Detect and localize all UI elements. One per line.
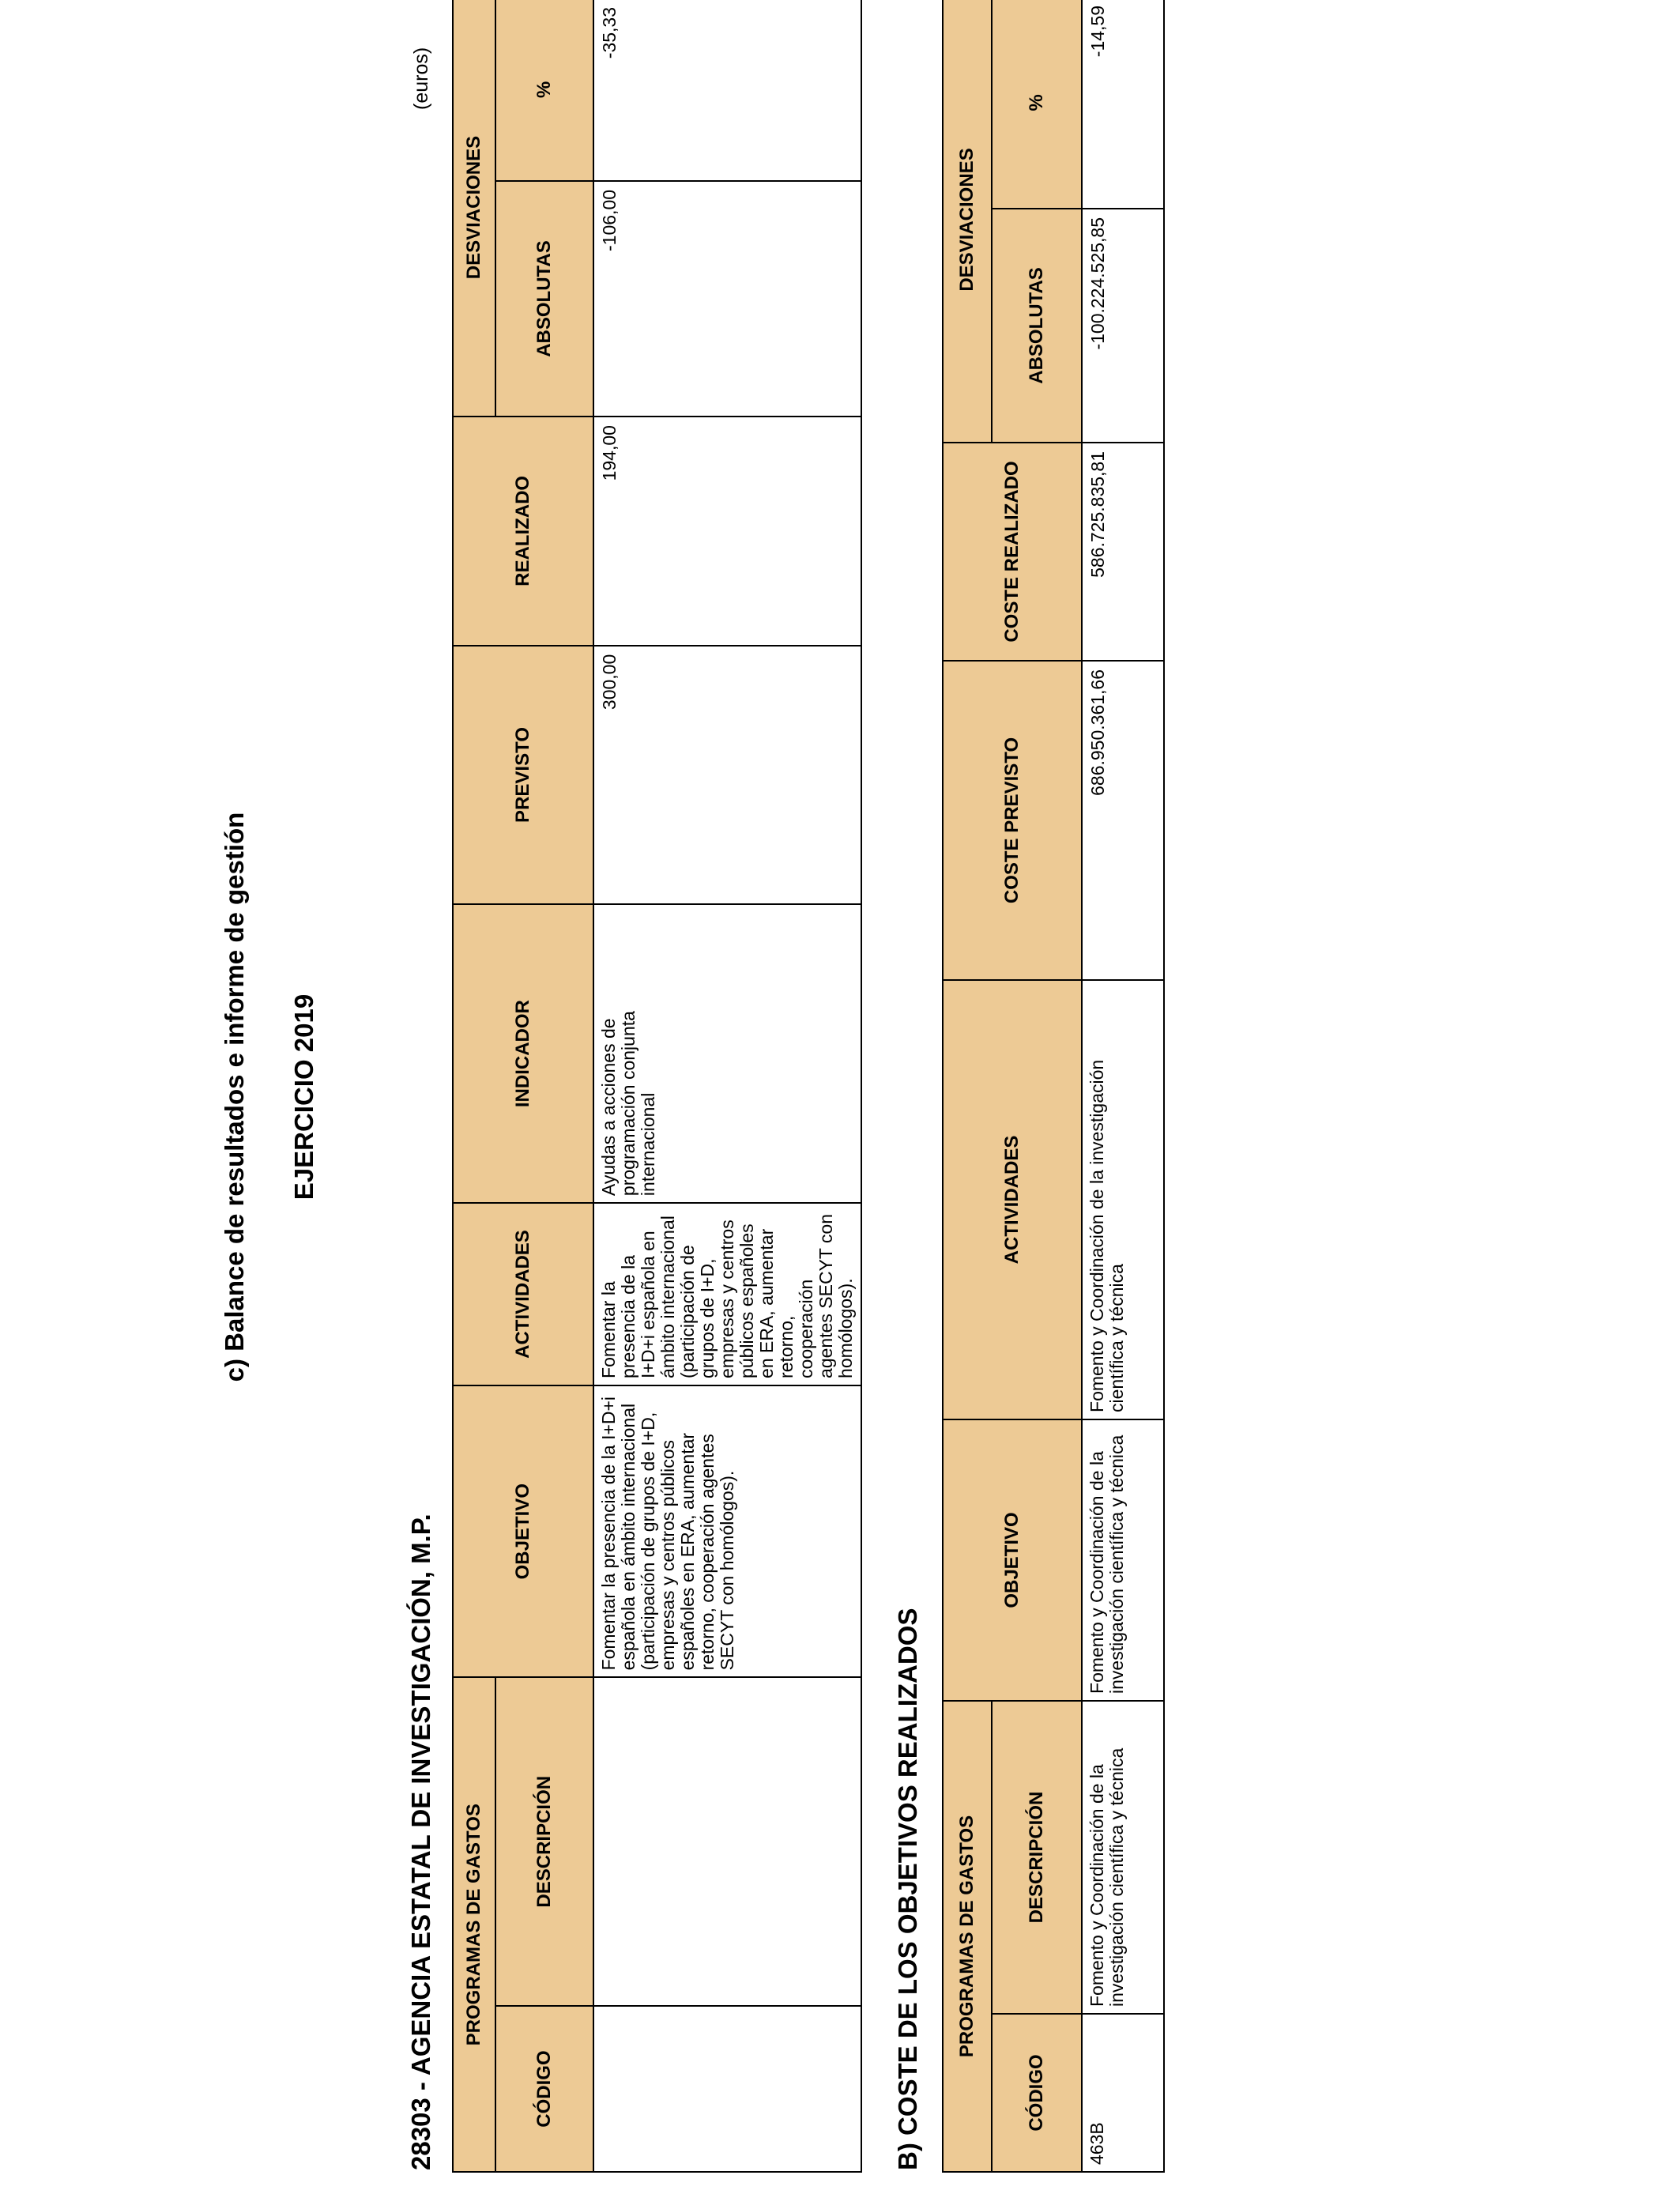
header-absolutas: ABSOLUTAS	[495, 181, 593, 417]
cell-previsto: 300,00	[593, 646, 861, 904]
header-programas-de-gastos: PROGRAMAS DE GASTOS	[453, 1677, 495, 2172]
cell-descripcion	[593, 1677, 861, 2006]
currency-note: (euros)	[410, 47, 432, 110]
results-table	[452, 0, 862, 2173]
cell-porcentaje: -14,59	[1082, 0, 1164, 209]
cell-coste-previsto: 686.950.361,66	[1082, 661, 1164, 980]
cell-indicador: Ayudas a acciones de programación conjunta internacional	[593, 904, 861, 1203]
cell-actividades: Fomentar la presencia de la I+D+i española en ámbito internacional (participación de grupos de I+D, empresas y centros públicos españoles en ERA, aumentar retorno, cooperación agentes SECYT con homólogos).	[593, 1203, 861, 1385]
header-desviaciones: DESVIACIONES	[943, 0, 992, 443]
header-objetivo: OBJETIVO	[943, 1419, 1082, 1701]
header-descripcion: DESCRIPCIÓN	[992, 1701, 1082, 2014]
cell-absolutas: -106,00	[593, 181, 861, 417]
header-indicador: INDICADOR	[453, 904, 593, 1203]
cell-coste-realizado: 586.725.835,81	[1082, 443, 1164, 661]
fiscal-year-title: EJERCICIO 2019	[289, 993, 318, 1201]
entity-title: 28303 - AGENCIA ESTATAL DE INVESTIGACIÓN, M.P.	[406, 1514, 435, 2170]
header-desviaciones: DESVIACIONES	[453, 0, 495, 417]
cell-descripcion: Fomento y Coordinación de la investigación científica y técnica	[1082, 1701, 1164, 2014]
cell-objetivo: Fomento y Coordinación de la investigación científica y técnica	[1082, 1419, 1164, 1701]
header-absolutas: ABSOLUTAS	[992, 209, 1082, 443]
header-realizado: REALIZADO	[453, 417, 593, 646]
header-coste-realizado: COSTE REALIZADO	[943, 443, 1082, 661]
header-objetivo: OBJETIVO	[453, 1385, 593, 1677]
header-previsto: PREVISTO	[453, 646, 593, 904]
cell-realizado: 194,00	[593, 417, 861, 646]
header-codigo: CÓDIGO	[992, 2014, 1082, 2172]
header-actividades: ACTIVIDADES	[453, 1203, 593, 1385]
cost-table	[942, 0, 1165, 2173]
section-b-title: B) COSTE DE LOS OBJETIVOS REALIZADOS	[893, 1608, 922, 2170]
header-porcentaje: %	[495, 0, 593, 181]
header-coste-previsto: COSTE PREVISTO	[943, 661, 1082, 980]
cell-codigo: 463B	[1082, 2014, 1164, 2172]
cell-codigo	[593, 2006, 861, 2172]
cell-actividades: Fomento y Coordinación de la investigación científica y técnica	[1082, 980, 1164, 1419]
cell-objetivo: Fomentar la presencia de la I+D+i española en ámbito internacional (participación de grupos de I+D, empresas y centros públicos españoles en ERA, aumentar retorno, cooperación agentes SECYT con homólogos).	[593, 1385, 861, 1677]
cell-porcentaje: -35,33	[593, 0, 861, 181]
header-porcentaje: %	[992, 0, 1082, 209]
report-heading: c) Balance de resultados e informe de gestión	[220, 812, 249, 1382]
header-descripcion: DESCRIPCIÓN	[495, 1677, 593, 2006]
header-actividades: ACTIVIDADES	[943, 980, 1082, 1419]
cell-absolutas: -100.224.525,85	[1082, 209, 1164, 443]
header-programas-de-gastos: PROGRAMAS DE GASTOS	[943, 1701, 992, 2172]
header-codigo: CÓDIGO	[495, 2006, 593, 2172]
